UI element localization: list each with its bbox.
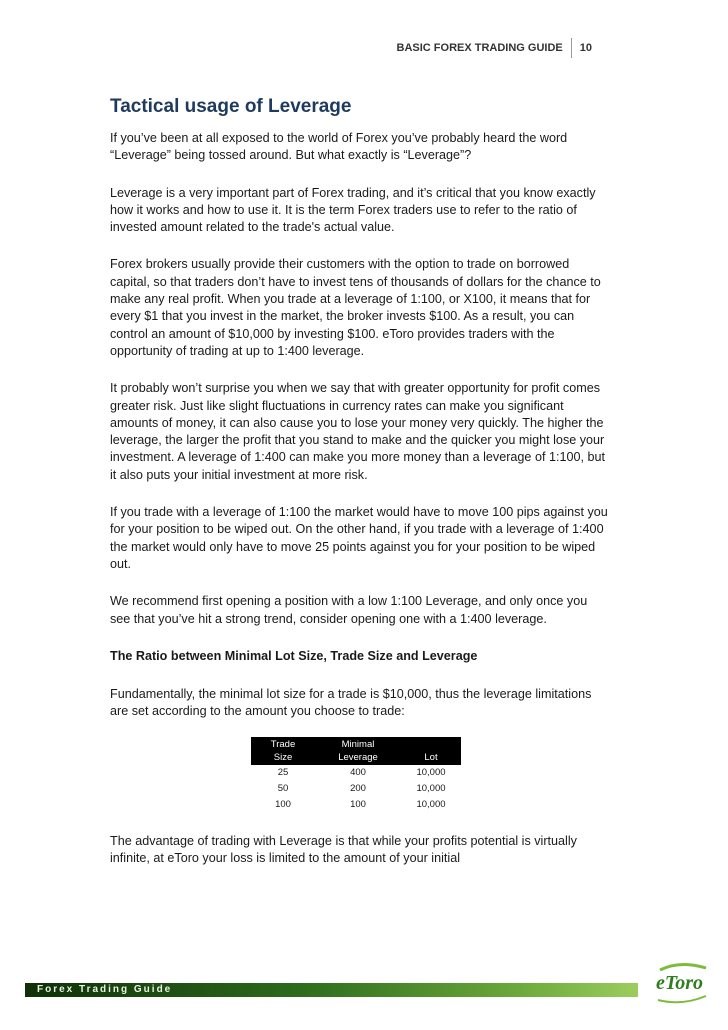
paragraph: It probably won’t surprise you when we say that with greater opportunity for profit comes greater risk. Just like slight fluctuations in currency rates can make you significant amounts of money, it can also cause you to lose your money very quickly. The higher the leverage, the larger the profit that you stand to make and the quicker you might lose your investment. A leverage of 1:400 can make you more money than a leverage of 1:100, but it also puts your initial investment at more risk. xyxy=(110,381,605,482)
cell-minimal-leverage: 400 xyxy=(350,766,366,778)
cell-trade-size: 50 xyxy=(277,782,289,794)
running-header xyxy=(397,38,592,58)
table-header-row xyxy=(251,737,461,765)
footer-banner-text: Forex Trading Guide xyxy=(37,984,173,995)
header-title: BASIC FOREX TRADING GUIDE xyxy=(396,42,563,54)
paragraph: Forex brokers usually provide their customers with the option to trade on borrowed capital, so that traders don’t have to invest tens of thousands of dollars for the chance to make any real profit. When you trade at a leverage of 1:100, or X100, it means that for every $1 that you invest in the market, the broker invests $100. As a result, you can control an amount of $10,000 by investing $100. eToro provides traders with the opportunity of trading at up to 1:400 leverage. xyxy=(110,257,601,358)
table-intro: Fundamentally, the minimal lot size for a trade is $10,000, thus the leverage limitations are set according to the amount you choose to trade: xyxy=(110,687,592,719)
footer-banner xyxy=(25,983,638,997)
header-trade-size: Trade Size xyxy=(251,737,315,765)
table-row xyxy=(251,781,461,797)
section-subheading: The Ratio between Minimal Lot Size, Trade Size and Leverage xyxy=(110,648,478,663)
table-row xyxy=(251,765,461,781)
leverage-table xyxy=(251,737,461,813)
table-row xyxy=(251,797,461,813)
logo-text: eToro xyxy=(656,972,704,994)
paragraph: Leverage is a very important part of Forex trading, and it’s critical that you know exactly how it works and how to use it. It is the term Forex traders use to refer to the ratio of invested amount related to the trade's actual value. xyxy=(110,185,596,235)
cell-trade-size: 100 xyxy=(275,798,291,810)
closing-paragraph: The advantage of trading with Leverage is that while your profits potential is virtually infinite, at eToro your loss is limited to the amount of your initial xyxy=(110,833,577,866)
page-title: Tactical usage of Leverage xyxy=(110,96,352,117)
etoro-logo xyxy=(650,960,712,1006)
paragraph: We recommend first opening a position with a low 1:100 Leverage, and only once you see that you’ve hit a strong trend, consider opening one with a 1:400 leverage. xyxy=(110,594,588,626)
page-body xyxy=(110,96,610,887)
cell-lot: 10,000 xyxy=(416,782,446,794)
paragraph: If you’ve been at all exposed to the world of Forex you’ve probably heard the word “Leverage” being tossed around. But what exactly is “Leverage”? xyxy=(110,131,568,163)
header-lot: Lot xyxy=(401,737,461,765)
header-minimal-leverage: Minimal Leverage xyxy=(315,737,401,765)
cell-lot: 10,000 xyxy=(416,766,446,778)
cell-trade-size: 25 xyxy=(277,766,289,778)
page-number: 10 xyxy=(579,42,592,54)
paragraph: If you trade with a leverage of 1:100 the market would have to move 100 pips against you for your position to be wiped out. On the other hand, if you trade with a leverage of 1:400 the market would only have to move 25 points against you for your position to be wiped out. xyxy=(110,505,608,571)
cell-minimal-leverage: 100 xyxy=(350,798,366,810)
cell-lot: 10,000 xyxy=(416,798,446,810)
cell-minimal-leverage: 200 xyxy=(350,782,366,794)
header-divider xyxy=(571,38,572,58)
